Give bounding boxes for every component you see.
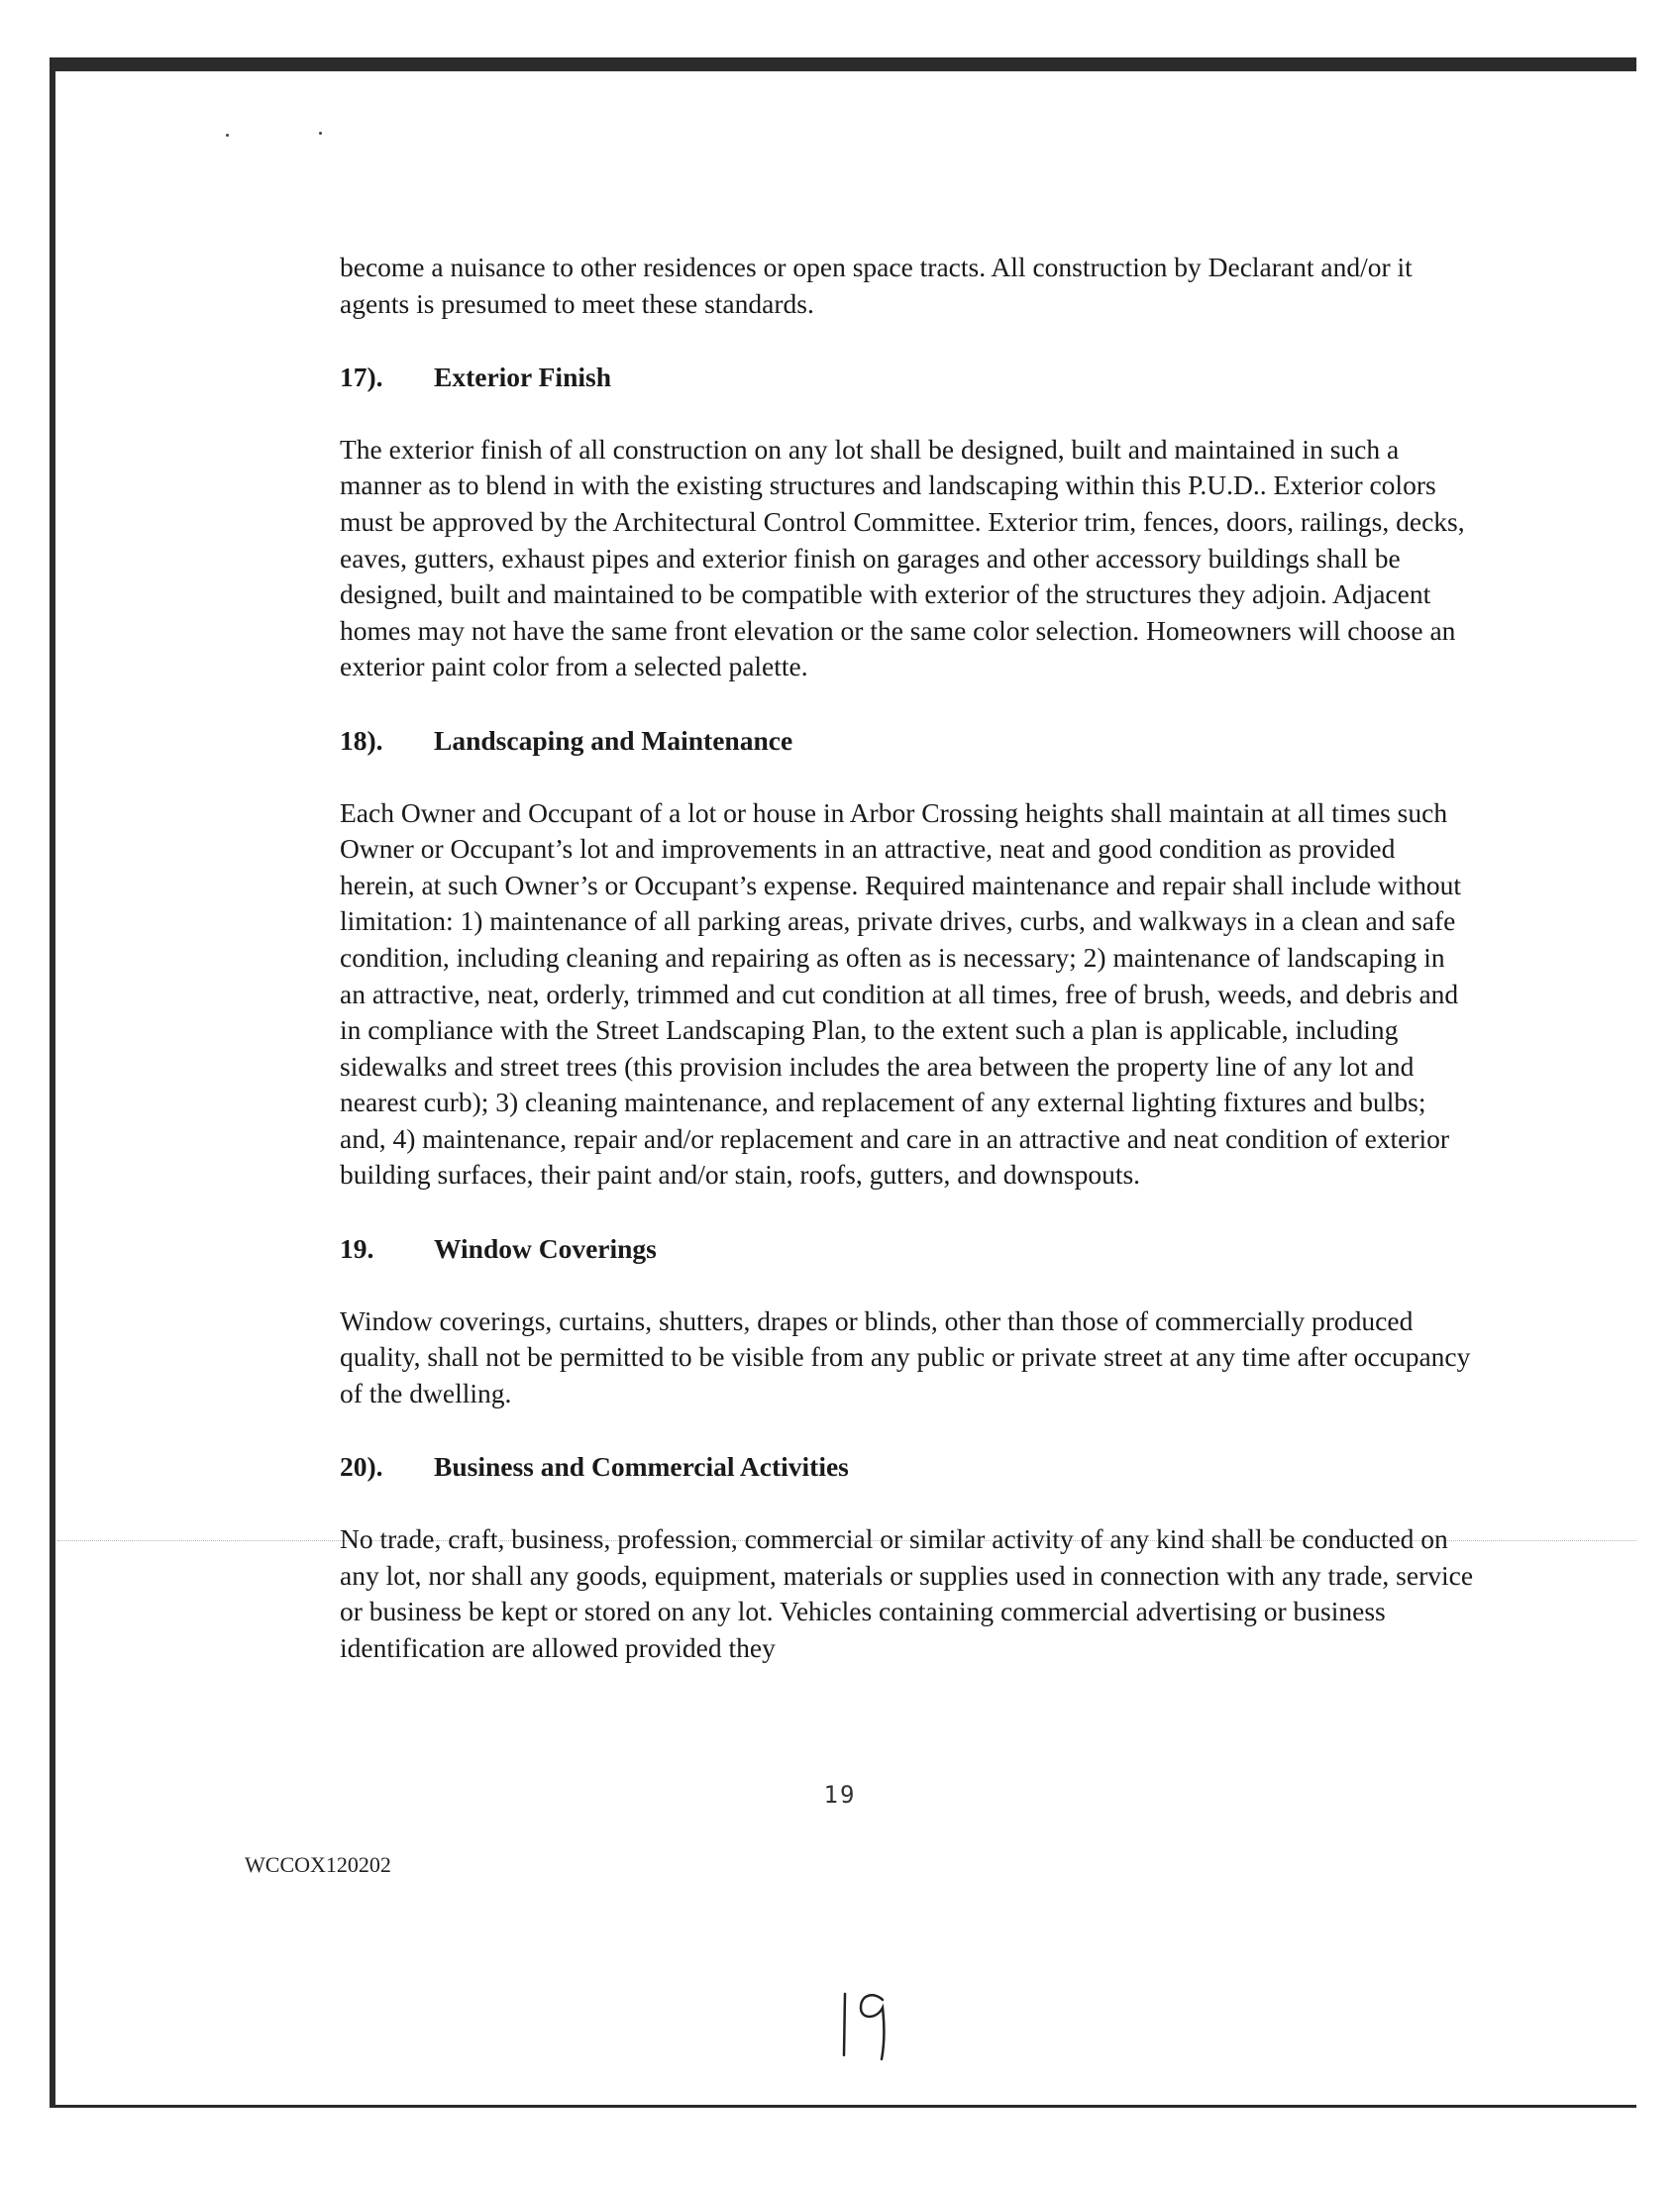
section-title: Window Coverings (434, 1233, 657, 1265)
section-heading-20 (340, 1449, 1474, 1486)
section-body-20: No trade, craft, business, profession, commercial or similar activity of any kind shall be conducted on any lot, nor shall any goods, equipment, materials or supplies used in connection with any trade, service or business be kept or stored on any lot. Vehicles containing commercial advertising or business identification are allowed provided they (340, 1523, 1474, 1663)
section-heading-19 (340, 1231, 1474, 1268)
scan-border-bottom (50, 2105, 1636, 2108)
section-number: 19. (340, 1233, 374, 1265)
document-body (340, 250, 1474, 1666)
section-title: Landscaping and Maintenance (434, 724, 793, 756)
document-id: WCCOX120202 (245, 1852, 391, 1877)
section-body-17: The exterior finish of all construction on any lot shall be designed, built and maintained in such a manner as to blend in with the existing structures and landscaping within this P.U.D.. Exterior colors must be approved by the Architectural Control Committee. Exterior trim, fences, doors, railings, decks, eaves, gutters, exhaust pipes and exterior finish on garages and other accessory buildings shall be designed, built and maintained to be compatible with exterior of the structures they adjoin. Adjacent homes may not have the same front elevation or the same color selection. Homeowners will choose an exterior paint color from a selected palette. (340, 433, 1465, 682)
section-number: 17). (340, 362, 383, 393)
section-heading-17 (340, 360, 1474, 396)
section-number: 20). (340, 1451, 383, 1483)
scan-speck (319, 132, 322, 135)
section-body-18: Each Owner and Occupant of a lot or house in Arbor Crossing heights shall maintain at all times such Owner or Occupant’s lot and improvements in an attractive, neat and good condition as provided herein, at such Owner’s or Occupant’s expense. Required maintenance and repair shall include without limitation: 1) maintenance of all parking areas, private drives, curbs, and walkways in a clean and safe condition, including cleaning and repairing as often as is necessary; 2) maintenance of landscaping in an attractive, neat, orderly, trimmed and cut condition at all times, free of brush, weeds, and debris and in compliance with the Street Landscaping Plan, to the extent such a plan is applicable, including sidewalks and street trees (this provision includes the area between the property line of any lot and nearest curb); 3) cleaning maintenance, and replacement of any external lighting fixtures and bulbs; and, 4) maintenance, repair and/or replacement and care in an attractive and neat condition of exterior building surfaces, their paint and/or stain, roofs, gutters, and downspouts. (340, 796, 1461, 1191)
scan-border-top (50, 57, 1636, 71)
section-number: 18). (340, 724, 383, 756)
page-number: 19 (823, 1781, 857, 1809)
intro-paragraph: become a nuisance to other residences or open space tracts. All construction by Declarant and/or it agents is presumed to meet these standards. (340, 252, 1413, 319)
scan-speck (226, 134, 229, 137)
section-heading-18 (340, 723, 1474, 760)
section-title: Business and Commercial Activities (434, 1451, 849, 1483)
handwritten-page-number (835, 1986, 894, 2065)
section-title: Exterior Finish (434, 362, 612, 393)
section-body-19: Window coverings, curtains, shutters, drapes or blinds, other than those of commercially produced quality, shall not be permitted to be visible from any public or private street at any time after occupancy of the dwelling. (340, 1304, 1471, 1408)
